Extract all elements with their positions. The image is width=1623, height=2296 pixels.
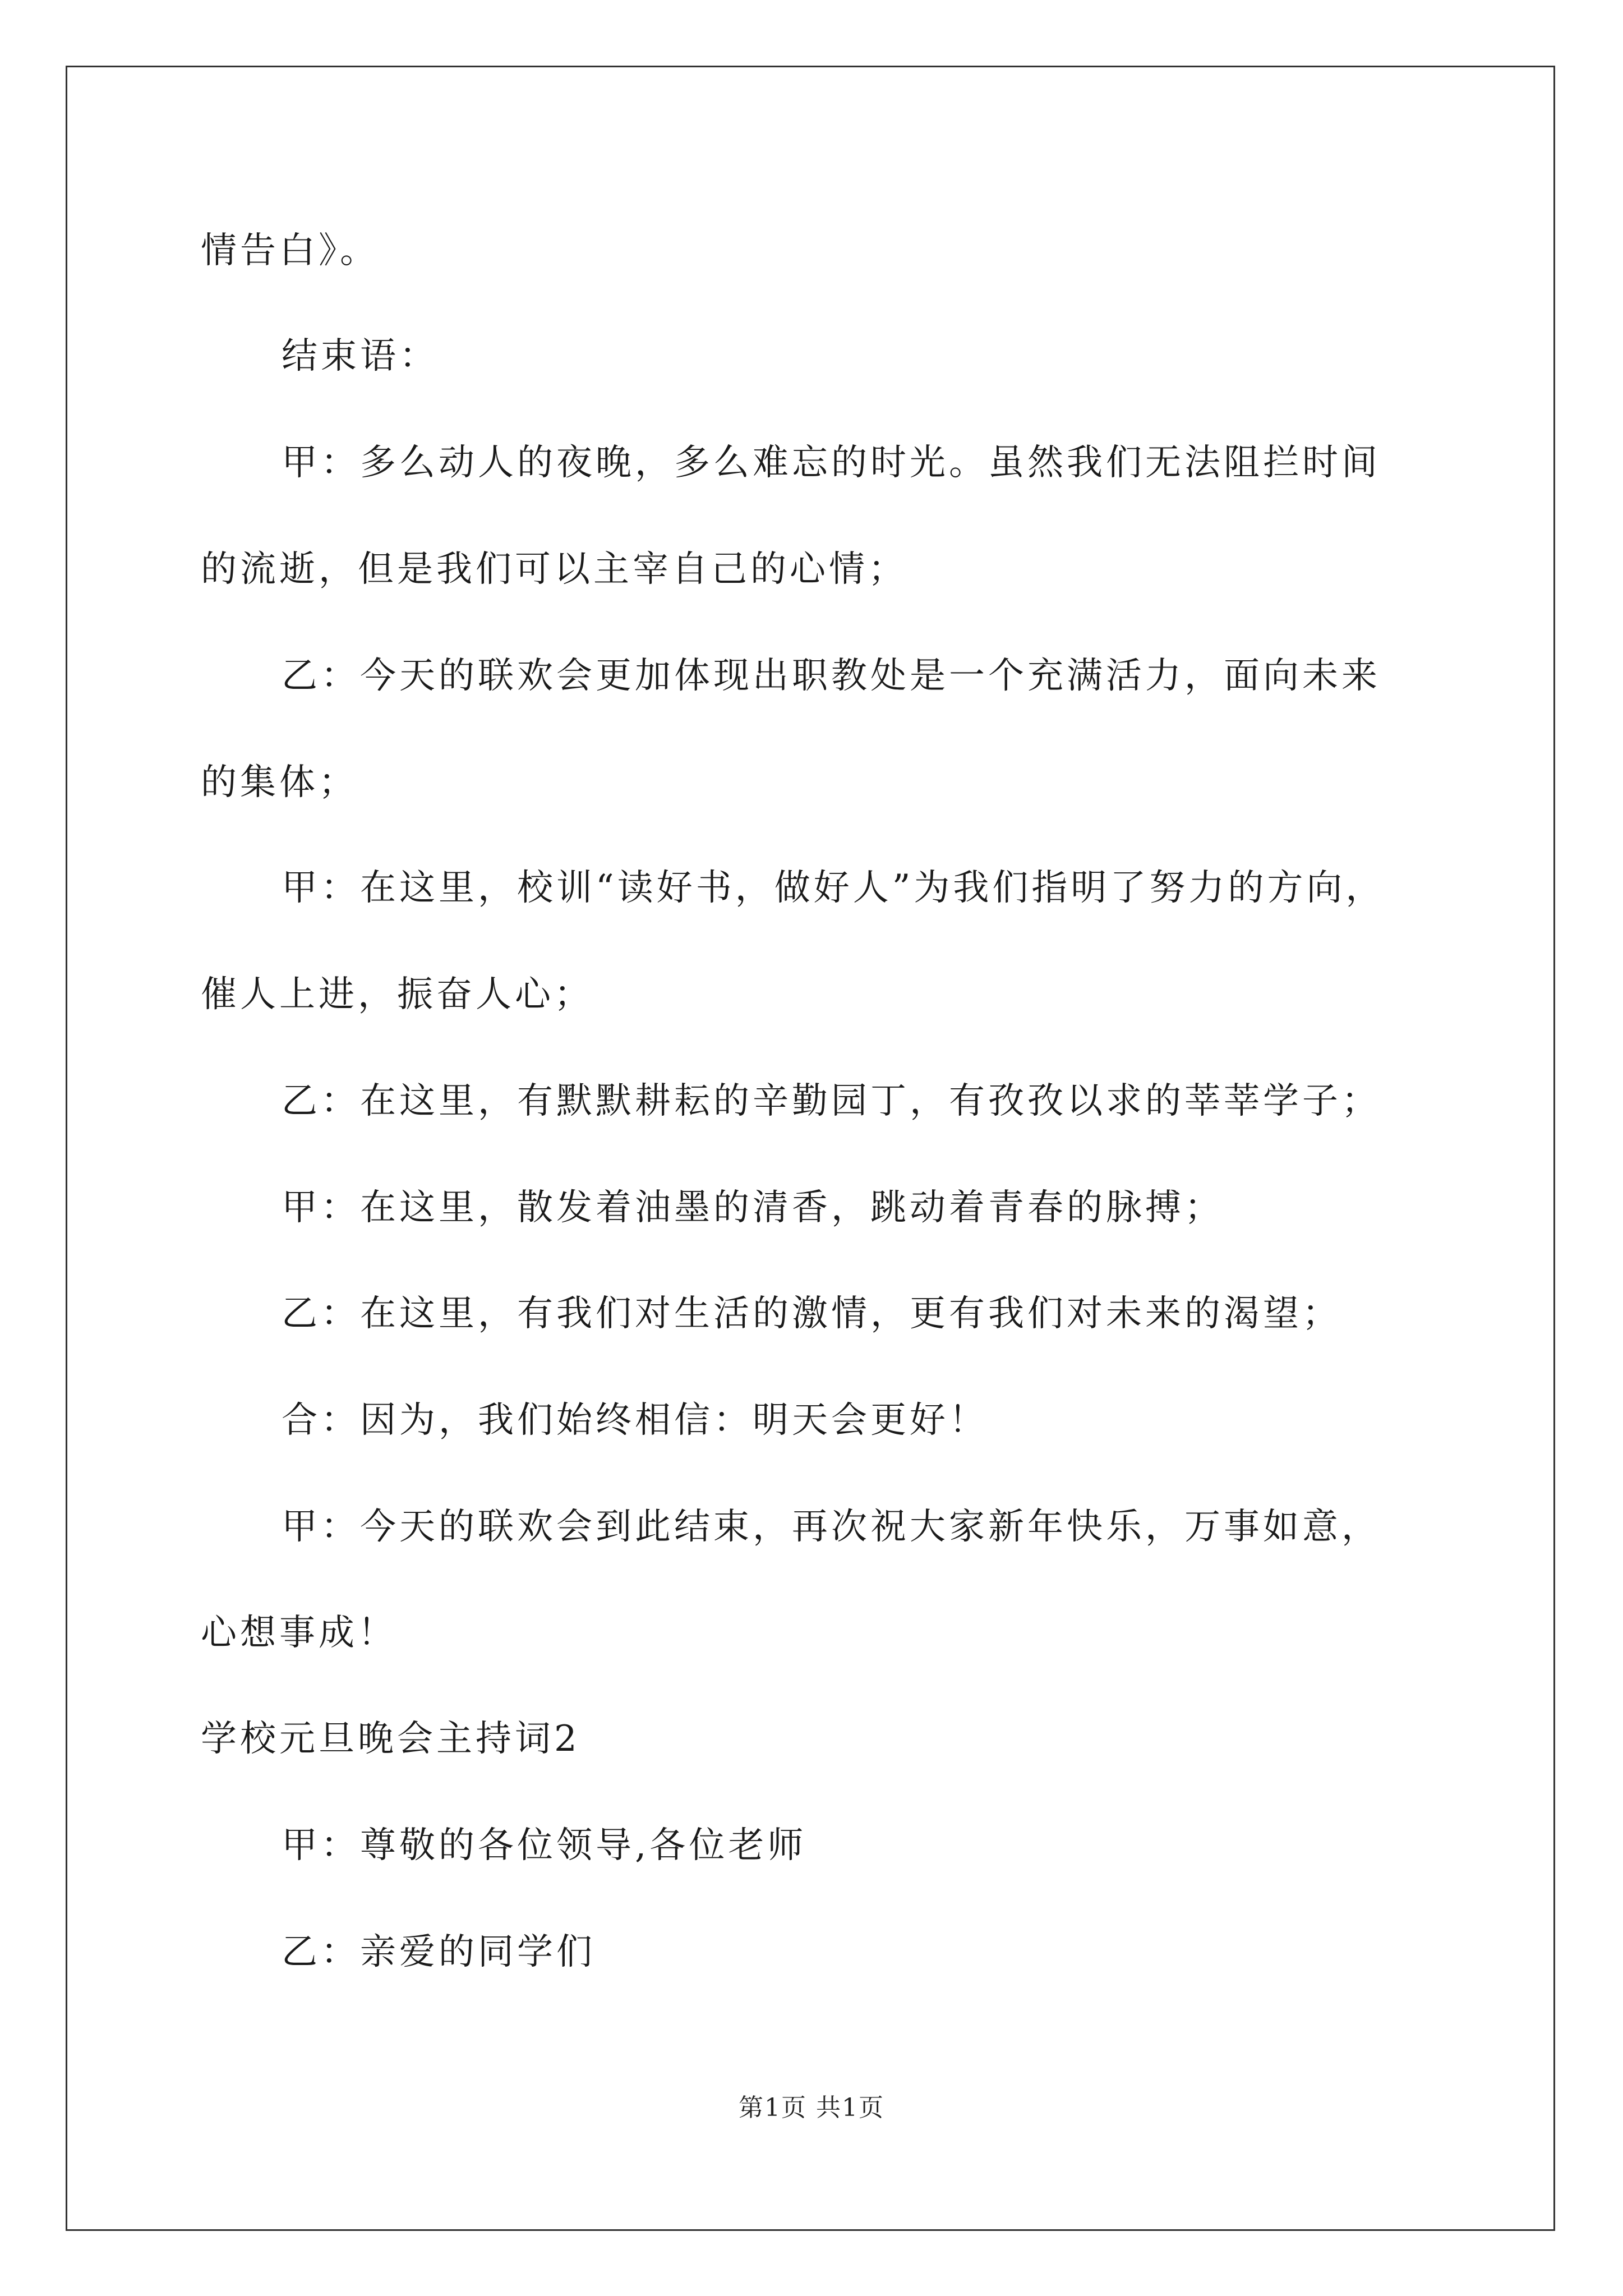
text-line: 甲：多么动人的夜晚，多么难忘的时光。虽然我们无法阻拦时间 [282, 442, 1381, 484]
text-line: 情告白》。 [201, 230, 379, 272]
text-line: 乙：在这里，有默默耕耘的辛勤园丁，有孜孜以求的莘莘学子； [282, 1080, 1381, 1122]
text-line: 甲：在这里，校训“读好书，做好人”为我们指明了努力的方向， [282, 867, 1385, 909]
text-line: 的集体； [201, 762, 358, 803]
text-line: 甲：在这里，散发着油墨的清香，跳动着青春的脉搏； [282, 1187, 1224, 1228]
section-heading: 学校元旦晚会主持词2 [201, 1718, 580, 1760]
page-border [66, 66, 1555, 2231]
text-line: 结束语： [282, 335, 439, 377]
text-line: 乙：亲爱的同学们 [282, 1931, 596, 1973]
text-line: 甲：尊敬的各位领导,各位老师 [282, 1825, 807, 1866]
text-line: 合：因为，我们始终相信：明天会更好！ [282, 1400, 988, 1441]
text-line: 乙：在这里，有我们对生活的激情，更有我们对未来的渴望； [282, 1293, 1341, 1335]
text-line: 乙：今天的联欢会更加体现出职教处是一个充满活力，面向未来 [282, 655, 1381, 697]
text-line: 甲：今天的联欢会到此结束，再次祝大家新年快乐，万事如意， [282, 1506, 1381, 1548]
page-number-footer: 第1页 共1页 [739, 2093, 884, 2122]
text-line: 心想事成！ [201, 1612, 397, 1654]
text-line: 的流逝，但是我们可以主宰自己的心情； [201, 549, 907, 590]
text-line: 催人上进，振奋人心； [201, 974, 593, 1015]
